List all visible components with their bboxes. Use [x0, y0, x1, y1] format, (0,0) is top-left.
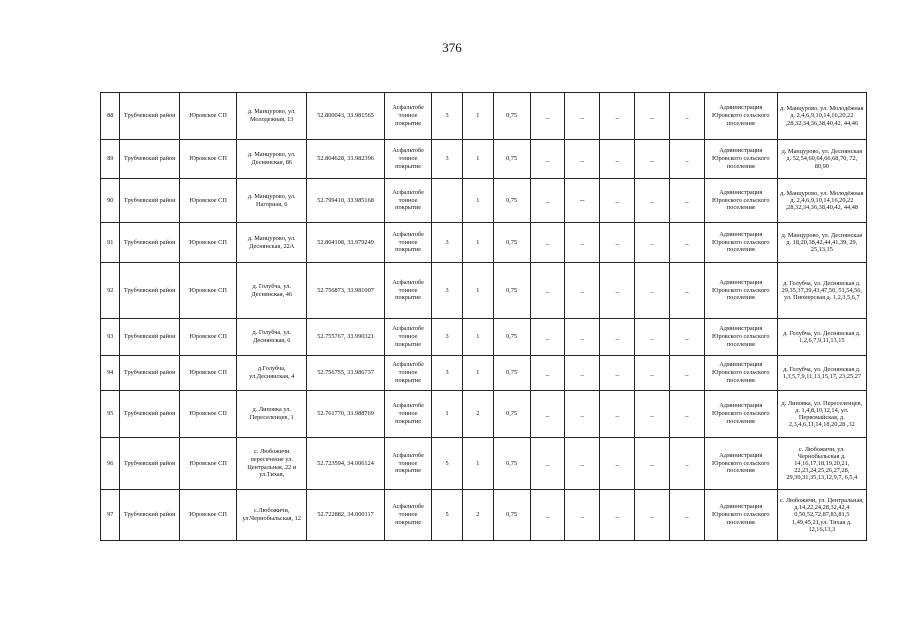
table-row — [101, 490, 867, 541]
table-row — [101, 438, 867, 490]
owner-cell: Администрация Юровского сельского поселения — [704, 438, 777, 490]
dash-cell: _ — [635, 490, 670, 541]
surface-cell: Асфальтобе тонное покрытие — [385, 140, 432, 179]
owner-cell: Администрация Юровского сельского поселения — [704, 140, 777, 179]
settlement-cell: Юровское СП — [179, 93, 236, 140]
district-cell: Трубчевский район — [120, 140, 179, 179]
owner-cell: Администрация Юровского сельского поселения — [704, 391, 777, 438]
dash-cell: _ — [530, 391, 565, 438]
served-addresses-cell: д. Манцурово, ул. Молодёжная д. 2,4,6,9,10,14,16,20,22 ,28,32,34,36,38,40,42, 44,46 — [777, 93, 866, 140]
dash-cell: _ — [670, 179, 705, 223]
dash-cell: _ — [670, 140, 705, 179]
site-count-cell: 1 — [462, 438, 493, 490]
address-cell: д.Голубча, ул.Деснянская, 4 — [237, 356, 307, 391]
owner-cell: Администрация Юровского сельского поселения — [704, 356, 777, 391]
address-cell: д. Голубча, ул. Деснянская, 46 — [237, 263, 307, 319]
row-number: 93 — [101, 319, 120, 356]
dash-cell: _ — [600, 490, 635, 541]
surface-cell: Асфальтобе тонное покрытие — [385, 356, 432, 391]
volume-cell: 0,75 — [493, 263, 530, 319]
served-addresses-cell: д. Голубча, ул. Деснянская д. 29,35,37,39,43,47,50, 51,54,56, ул. Пионерская д. 1,2,3,5,6,7 — [777, 263, 866, 319]
container-count-cell: 3 — [432, 356, 463, 391]
dash-cell: _ — [600, 93, 635, 140]
row-number: 92 — [101, 263, 120, 319]
served-addresses-cell: с. Любожичи, ул. Чернобыльская д. 14,16,17,18,19,20,21, 22,23,24,25,26,27,28, 29,30,31,35,13,12,9,7, 6,5,4 — [777, 438, 866, 490]
container-count-cell — [432, 179, 463, 223]
dash-cell: _ — [635, 93, 670, 140]
owner-cell: Администрация Юровского сельского поселения — [704, 223, 777, 263]
dash-cell: _ — [565, 490, 600, 541]
coordinates-cell: 52.800043, 33.981565 — [307, 93, 385, 140]
surface-cell: Асфальтобе тонное покрытие — [385, 319, 432, 356]
row-number: 90 — [101, 179, 120, 223]
row-number: 96 — [101, 438, 120, 490]
dash-cell: _ — [600, 179, 635, 223]
dash-cell: _ — [600, 391, 635, 438]
dash-cell: _ — [530, 490, 565, 541]
dash-cell: _ — [635, 356, 670, 391]
settlement-cell: Юровское СП — [179, 490, 236, 541]
site-count-cell: 2 — [462, 391, 493, 438]
volume-cell: 0,75 — [493, 179, 530, 223]
dash-cell: _ — [635, 319, 670, 356]
coordinates-cell: 52.723594, 34.006124 — [307, 438, 385, 490]
settlement-cell: Юровское СП — [179, 140, 236, 179]
dash-cell: _ — [530, 319, 565, 356]
served-addresses-cell: д. Манцурово, ул. Молодёжная д. 2,4,6,9,10,14,16,20,22 ,28,32,34,36,38,40,42, 44,48 — [777, 179, 866, 223]
volume-cell: 0,75 — [493, 140, 530, 179]
owner-cell: Администрация Юровского сельского поселения — [704, 490, 777, 541]
volume-cell: 0,75 — [493, 319, 530, 356]
table-row — [101, 391, 867, 438]
dash-cell: _ — [670, 391, 705, 438]
district-cell: Трубчевский район — [120, 438, 179, 490]
district-cell: Трубчевский район — [120, 356, 179, 391]
dash-cell: _ — [530, 93, 565, 140]
registry-table-body — [101, 93, 867, 541]
dash-cell: _ — [600, 356, 635, 391]
settlement-cell: Юровское СП — [179, 223, 236, 263]
row-number: 88 — [101, 93, 120, 140]
surface-cell: Асфальтобе тонное покрытие — [385, 490, 432, 541]
district-cell: Трубчевский район — [120, 223, 179, 263]
container-count-cell: 3 — [432, 319, 463, 356]
district-cell: Трубчевский район — [120, 263, 179, 319]
served-addresses-cell: с. Любожичи, ул. Центральная, д.14,22,24,28,32,42,4 0,50,52,72,87,83,81,5 1,49,45,21,ул. Тихая д. 12,16,13,3 — [777, 490, 866, 541]
container-count-cell: 3 — [432, 93, 463, 140]
volume-cell: 0,75 — [493, 391, 530, 438]
served-addresses-cell: д. Манцурово, ул. Деснянская д. 52,54,60,64,66,68,70, 72, 80,90 — [777, 140, 866, 179]
site-count-cell: 1 — [462, 93, 493, 140]
volume-cell: 0,75 — [493, 356, 530, 391]
coordinates-cell: 52.804628, 33.982396 — [307, 140, 385, 179]
dash-cell: _ — [635, 223, 670, 263]
container-count-cell: 3 — [432, 223, 463, 263]
site-count-cell: 1 — [462, 179, 493, 223]
table-row — [101, 263, 867, 319]
dash-cell: _ — [635, 179, 670, 223]
dash-cell: _ — [530, 179, 565, 223]
site-count-cell: 2 — [462, 490, 493, 541]
row-number: 89 — [101, 140, 120, 179]
coordinates-cell: 52.804108, 33.979249 — [307, 223, 385, 263]
owner-cell: Администрация Юровского сельского поселения — [704, 93, 777, 140]
address-cell: с. Любожичи пересечение ул. Центральная,.22 и ул.Тихая, — [237, 438, 307, 490]
address-cell: д. Манцурово, ул. Молодежная, 13 — [237, 93, 307, 140]
container-count-cell: 3 — [432, 140, 463, 179]
dash-cell: _ — [530, 438, 565, 490]
site-count-cell: 1 — [462, 223, 493, 263]
dash-cell: _ — [635, 140, 670, 179]
owner-cell: Администрация Юровского сельского поселения — [704, 179, 777, 223]
owner-cell: Администрация Юровского сельского поселения — [704, 263, 777, 319]
dash-cell: _ — [670, 319, 705, 356]
dash-cell: _ — [565, 438, 600, 490]
settlement-cell: Юровское СП — [179, 263, 236, 319]
dash-cell: _ — [565, 391, 600, 438]
site-count-cell: 1 — [462, 263, 493, 319]
settlement-cell: Юровское СП — [179, 319, 236, 356]
address-cell: д. Липовка ул. Переселенцев, 1 — [237, 391, 307, 438]
dash-cell: _ — [635, 438, 670, 490]
surface-cell: Асфальтобе тонное покрытие — [385, 179, 432, 223]
volume-cell: 0,75 — [493, 438, 530, 490]
settlement-cell: Юровское СП — [179, 438, 236, 490]
row-number: 95 — [101, 391, 120, 438]
dash-cell: _ — [565, 93, 600, 140]
coordinates-cell: 52.756873, 33.981007 — [307, 263, 385, 319]
registry-table — [100, 92, 867, 541]
dash-cell: _ — [670, 356, 705, 391]
dash-cell: _ — [565, 356, 600, 391]
site-count-cell: 1 — [462, 319, 493, 356]
surface-cell: Асфальтобе тонное покрытие — [385, 263, 432, 319]
dash-cell: _ — [600, 263, 635, 319]
coordinates-cell: 52.756755, 33.986737 — [307, 356, 385, 391]
dash-cell: _ — [670, 490, 705, 541]
settlement-cell: Юровское СП — [179, 356, 236, 391]
site-count-cell: 1 — [462, 140, 493, 179]
dash-cell: _ — [530, 223, 565, 263]
address-cell: д. Манцурово, ул. Деснянская, 86 — [237, 140, 307, 179]
dash-cell: -- — [565, 179, 600, 223]
district-cell: Трубчевский район — [120, 93, 179, 140]
row-number: 94 — [101, 356, 120, 391]
row-number: 97 — [101, 490, 120, 541]
owner-cell: Администрация Юровского сельского поселения — [704, 319, 777, 356]
volume-cell: 0,75 — [493, 490, 530, 541]
dash-cell: _ — [670, 223, 705, 263]
table-row — [101, 179, 867, 223]
served-addresses-cell: д. Голубча, ул. Деснянская д. 1,2,6,7,9,11,13,15 — [777, 319, 866, 356]
dash-cell: _ — [565, 140, 600, 179]
dash-cell: _ — [565, 263, 600, 319]
dash-cell: _ — [635, 391, 670, 438]
page-number: 376 — [442, 40, 462, 55]
container-count-cell: 1 — [432, 391, 463, 438]
dash-cell: _ — [530, 140, 565, 179]
dash-cell: _ — [565, 223, 600, 263]
row-number: 91 — [101, 223, 120, 263]
dash-cell: _ — [600, 319, 635, 356]
table-row — [101, 356, 867, 391]
coordinates-cell: 52.722882, 34.000117 — [307, 490, 385, 541]
container-count-cell: 3 — [432, 263, 463, 319]
district-cell: Трубчевский район — [120, 319, 179, 356]
district-cell: Трубчевский район — [120, 179, 179, 223]
site-count-cell: 1 — [462, 356, 493, 391]
surface-cell: Асфальтобе тонное покрытие — [385, 438, 432, 490]
served-addresses-cell: д. Липовка, ул. Переселенцев, д. 1,4,8,10,12,14, ул. Первомайская, д. 2,3,4,6,11,14,18,20,28 ,32 — [777, 391, 866, 438]
coordinates-cell: 52.761770, 33.988769 — [307, 391, 385, 438]
coordinates-cell: 52.755767, 33.990321 — [307, 319, 385, 356]
surface-cell: Асфальтобе тонное покрытие — [385, 391, 432, 438]
volume-cell: 0,75 — [493, 93, 530, 140]
address-cell: д. Манцурово, ул. Деснянская, 22А — [237, 223, 307, 263]
dash-cell: _ — [670, 263, 705, 319]
container-count-cell: 5 — [432, 438, 463, 490]
address-cell: д. Голубча, ул. Деснянская, 6 — [237, 319, 307, 356]
address-cell: с.Любожичи, ул.Чернобыльская, 12 — [237, 490, 307, 541]
dash-cell: _ — [670, 93, 705, 140]
served-addresses-cell: д. Голубча, ул. Деснянская д. 1,3,5,7,9,11,13,15,17, 23,25,27 — [777, 356, 866, 391]
served-addresses-cell: д. Манцурово, ул. Деснянская д. 18,20,38,42,44,41,39, 29, 25,13,15 — [777, 223, 866, 263]
address-cell: д. Манцурово, ул. Нагорная, 6 — [237, 179, 307, 223]
dash-cell: _ — [600, 438, 635, 490]
table-row — [101, 223, 867, 263]
dash-cell: _ — [670, 438, 705, 490]
container-count-cell: 5 — [432, 490, 463, 541]
dash-cell: _ — [635, 263, 670, 319]
settlement-cell: Юровское СП — [179, 179, 236, 223]
table-row — [101, 93, 867, 140]
table-row — [101, 140, 867, 179]
dash-cell: _ — [530, 356, 565, 391]
surface-cell: Асфальтобе тонное покрытие — [385, 223, 432, 263]
dash-cell: _ — [600, 223, 635, 263]
table-row — [101, 319, 867, 356]
district-cell: Трубчевский район — [120, 391, 179, 438]
district-cell: Трубчевский район — [120, 490, 179, 541]
settlement-cell: Юровское СП — [179, 391, 236, 438]
dash-cell: _ — [565, 319, 600, 356]
dash-cell: _ — [530, 263, 565, 319]
surface-cell: Асфальтобе тонное покрытие — [385, 93, 432, 140]
coordinates-cell: 52.799410, 33.985168 — [307, 179, 385, 223]
volume-cell: 0,75 — [493, 223, 530, 263]
dash-cell: _ — [600, 140, 635, 179]
